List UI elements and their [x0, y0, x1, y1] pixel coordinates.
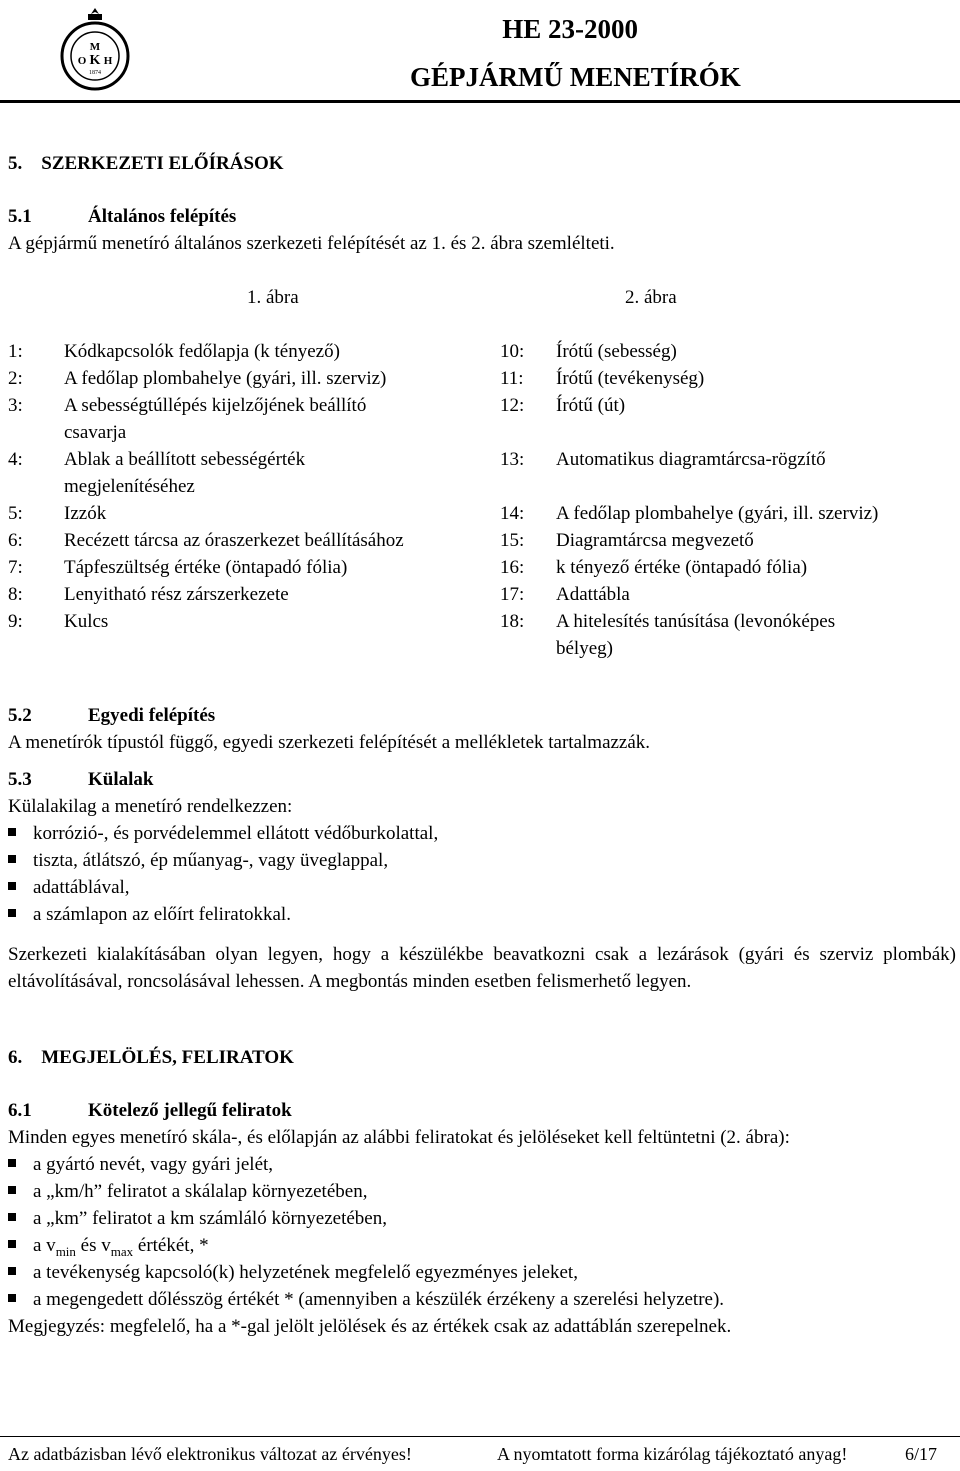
- bullet-square-icon: [8, 882, 16, 890]
- list-item: tiszta, átlátszó, ép műanyag-, vagy üveglappal,: [8, 847, 388, 874]
- bullet-square-icon: [8, 1159, 16, 1167]
- svg-text:K: K: [89, 53, 101, 68]
- figure-1-label: 1. ábra: [247, 287, 299, 308]
- section-number: 5.2: [8, 705, 32, 726]
- section-title: Kötelező jellegű feliratok: [88, 1100, 292, 1121]
- section-5-3-intro: Külalakilag a menetíró rendelkezzen:: [8, 796, 293, 817]
- section-6-1-heading: [8, 1097, 292, 1124]
- section-6-heading: 6. MEGJELÖLÉS, FELIRATOK: [8, 1047, 294, 1068]
- legend-item: 12: Írótű (út): [500, 395, 626, 416]
- legend-item: csavarja: [64, 422, 127, 443]
- section-6-1-intro: Minden egyes menetíró skála-, és előlapján az alábbi feliratokat és jelöléseket kell feltüntetni (2. ábra):: [8, 1127, 790, 1148]
- legend-item: 16: k tényező értéke (öntapadó fólia): [500, 557, 808, 578]
- page-number: 6/17: [905, 1444, 938, 1464]
- section-title: Egyedi felépítés: [88, 705, 216, 726]
- legend-item: 1: Kódkapcsolók fedőlapja (k tényező): [8, 341, 340, 362]
- legend-item: 11: Írótű (tevékenység): [500, 368, 705, 389]
- note-text: Megjegyzés: megfelelő, ha a *-gal jelölt jelölések és az értékek csak az adattáblán szerepelnek.: [8, 1316, 732, 1337]
- legend-item: 18: A hitelesítés tanúsítása (levonóképes: [500, 611, 836, 632]
- section-5-1-heading: [8, 203, 236, 230]
- list-item: a $v_{min}$ és $v_{max}$ értékét, *: [8, 1232, 209, 1265]
- section-5-heading: 5. SZERKEZETI ELŐÍRÁSOK: [8, 153, 284, 174]
- legend-item: 17: Adattábla: [500, 584, 630, 605]
- bullet-square-icon: [8, 1213, 16, 1221]
- footer-left: Az adatbázisban lévő elektronikus változat az érvényes!: [8, 1444, 412, 1464]
- document-title: GÉPJÁRMŰ MENETÍRÓK: [410, 62, 741, 92]
- legend-item: 8: Lenyitható rész zárszerkezete: [8, 584, 289, 605]
- list-item: a gyártó nevét, vagy gyári jelét,: [8, 1151, 273, 1178]
- bullet-square-icon: [8, 1294, 16, 1302]
- bullet-square-icon: [8, 909, 16, 917]
- legend-item: 5: Izzók: [8, 503, 107, 524]
- mkeh-logo: [58, 6, 132, 92]
- svg-text:H: H: [103, 55, 113, 67]
- figure-2-label: 2. ábra: [625, 287, 677, 308]
- footer-divider: [0, 1436, 960, 1437]
- document-id: HE 23-2000: [502, 14, 638, 44]
- legend-item: megjelenítéséhez: [64, 476, 195, 497]
- section-5-2-text: A menetírók típustól függő, egyedi szerkezeti felépítését a mellékletek tartalmazzák.: [8, 732, 651, 753]
- list-item: a számlapon az előírt feliratokkal.: [8, 901, 291, 928]
- bullet-square-icon: [8, 1267, 16, 1275]
- header-divider: [0, 100, 960, 103]
- svg-text:M: M: [89, 41, 101, 53]
- section-title: Külalak: [88, 769, 154, 790]
- legend-item: 15: Diagramtárcsa megvezető: [500, 530, 754, 551]
- svg-text:1874: 1874: [89, 70, 101, 76]
- legend-item: 14: A fedőlap plombahelye (gyári, ill. szerviz): [500, 503, 879, 524]
- svg-text:O: O: [77, 55, 87, 67]
- legend-item: 2: A fedőlap plombahelye (gyári, ill. szerviz): [8, 368, 387, 389]
- legend-item: 10: Írótű (sebesség): [500, 341, 677, 362]
- list-item: a „km” feliratot a km számláló környezetében,: [8, 1205, 387, 1232]
- legend-item: bélyeg): [556, 638, 613, 659]
- section-number: 5.1: [8, 206, 32, 227]
- bullet-square-icon: [8, 1240, 16, 1248]
- list-item: adattáblával,: [8, 874, 130, 901]
- section-number: 5.3: [8, 769, 32, 790]
- footer-right: A nyomtatott forma kizárólag tájékoztató anyag!: [497, 1444, 848, 1464]
- legend-item: 13: Automatikus diagramtárcsa-rögzítő: [500, 449, 826, 470]
- section-title: Általános felépítés: [88, 206, 237, 227]
- section-5-1-text: A gépjármű menetíró általános szerkezeti felépítését az 1. és 2. ábra szemlélteti.: [8, 233, 615, 254]
- list-item: a tevékenység kapcsoló(k) helyzetének megfelelő egyezményes jeleket,: [8, 1259, 578, 1286]
- list-item: korrózió-, és porvédelemmel ellátott védőburkolattal,: [8, 820, 438, 847]
- list-item: a „km/h” feliratot a skálalap környezetében,: [8, 1178, 367, 1205]
- list-item: a megengedett dőlésszög értékét * (amennyiben a készülék érzékeny a szerelési helyzetre).: [8, 1286, 724, 1313]
- legend-item: 6: Recézett tárcsa az óraszerkezet beállításához: [8, 530, 404, 551]
- legend-item: 9: Kulcs: [8, 611, 109, 632]
- legend-item: 4: Ablak a beállított sebességérték: [8, 449, 306, 470]
- bullet-square-icon: [8, 855, 16, 863]
- bullet-square-icon: [8, 1186, 16, 1194]
- bullet-square-icon: [8, 828, 16, 836]
- section-5-3-paragraph: Szerkezeti kialakításában olyan legyen, hogy a készülékbe beavatkozni csak a lezárások (gyári és szerviz plombák) eltávolításával, roncsolásával lehessen. A megbontás minden esetben felismerhető legyen.: [8, 944, 956, 992]
- legend-item: 3: A sebességtúllépés kijelzőjének beállító: [8, 395, 367, 416]
- legend-item: 7: Tápfeszültség értéke (öntapadó fólia): [8, 557, 348, 578]
- section-number: 6.1: [8, 1100, 32, 1121]
- section-5-2-heading: [8, 702, 215, 729]
- section-5-3-heading: [8, 766, 153, 793]
